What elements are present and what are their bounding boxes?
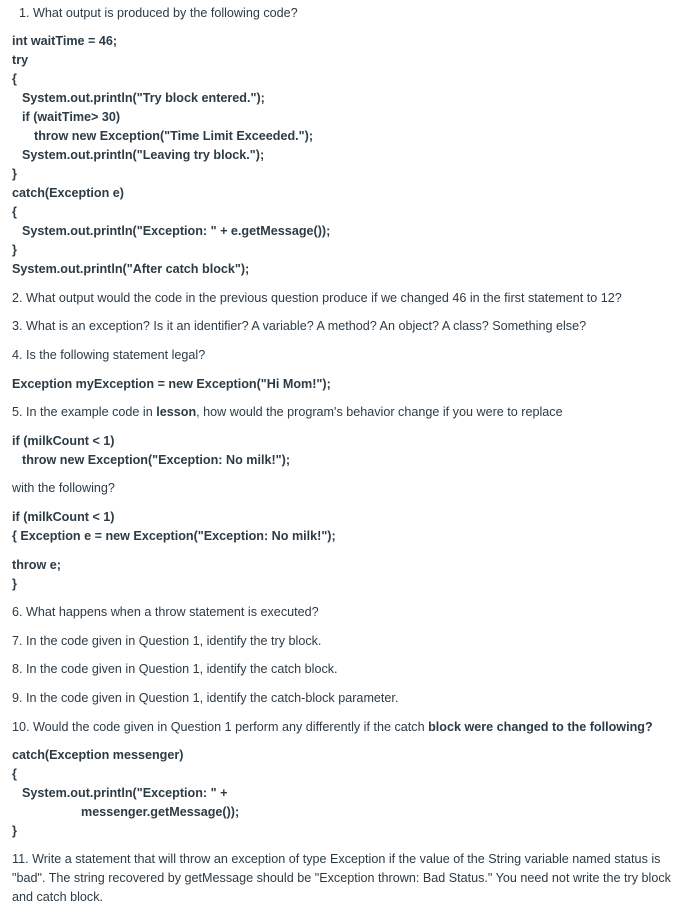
code-line: throw new Exception("Exception: No milk!"); — [22, 453, 291, 467]
question-5-text — [12, 404, 563, 420]
question-1-text: 1. What output is produced by the following code? — [19, 6, 298, 20]
code-line: catch(Exception messenger) — [12, 748, 184, 762]
question-5-text-end: , how would the program's behavior change if you were to replace — [196, 405, 563, 419]
question-10-text-bold: block were changed to the following? — [428, 720, 653, 734]
question-5-text-start: 5. In the example code in — [12, 405, 157, 419]
code-line: System.out.println("Try block entered."); — [22, 91, 265, 105]
question-9-text: 9. In the code given in Question 1, identify the catch-block parameter. — [12, 691, 399, 705]
code-line: { — [12, 767, 17, 781]
question-10-text-start: 10. Would the code given in Question 1 perform any differently if the catch — [12, 720, 429, 734]
question-4-text: 4. Is the following statement legal? — [12, 348, 206, 362]
code-line: throw e; — [12, 558, 61, 572]
code-line: if (milkCount < 1) — [12, 510, 115, 524]
code-line: System.out.println("After catch block"); — [12, 262, 250, 276]
question-5-with-text: with the following? — [12, 481, 115, 495]
code-line: { Exception e = new Exception("Exception: No milk!"); — [12, 529, 336, 543]
code-line: { — [12, 72, 17, 86]
question-2-text: 2. What output would the code in the previous question produce if we changed 46 in the first statement to 12? — [12, 291, 622, 305]
code-line: throw new Exception("Time Limit Exceeded."); — [34, 129, 314, 143]
question-4-code: Exception myException = new Exception("Hi Mom!"); — [12, 377, 331, 391]
code-line: int waitTime = 46; — [12, 34, 118, 48]
code-line: if (milkCount < 1) — [12, 434, 115, 448]
code-line: } — [12, 824, 17, 838]
code-line: try — [12, 53, 29, 67]
code-line: } — [12, 167, 17, 181]
code-line: { — [12, 205, 17, 219]
question-7-text: 7. In the code given in Question 1, identify the try block. — [12, 634, 322, 648]
question-10-text — [12, 719, 653, 735]
code-line: messenger.getMessage()); — [81, 805, 240, 819]
code-line: System.out.println("Exception: " + e.getMessage()); — [22, 224, 331, 238]
question-6-text: 6. What happens when a throw statement is executed? — [12, 605, 319, 619]
code-line: } — [12, 243, 17, 257]
code-line: catch(Exception e) — [12, 186, 124, 200]
code-line: System.out.println("Exception: " + — [22, 786, 228, 800]
lesson-link[interactable]: lesson — [156, 405, 197, 419]
code-line: if (waitTime> 30) — [22, 110, 121, 124]
question-8-text: 8. In the code given in Question 1, identify the catch block. — [12, 662, 338, 676]
question-3-text: 3. What is an exception? Is it an identifier? A variable? A method? An object? A class? Something else? — [12, 319, 587, 333]
question-11-text: 11. Write a statement that will throw an exception of type Exception if the value of the String variable named status is "bad". The string recovered by getMessage should be "Exception thrown: Bad Status." You need not write the try block and catch block. — [12, 852, 671, 904]
code-line: } — [12, 577, 17, 591]
code-line: System.out.println("Leaving try block."); — [22, 148, 265, 162]
